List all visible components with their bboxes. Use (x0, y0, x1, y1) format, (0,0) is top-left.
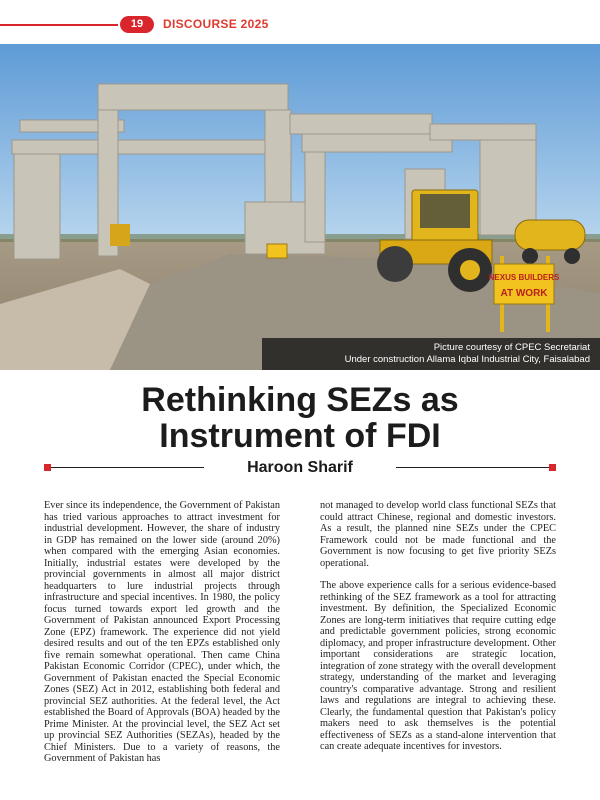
page-header (0, 0, 600, 50)
byline-dot-right (549, 464, 556, 471)
photo-caption (262, 338, 600, 370)
article-photo (0, 44, 600, 370)
page-number-badge: 19 (120, 16, 154, 33)
byline-rule-right (396, 467, 556, 468)
caption-description: Under construction Allama Iqbal Industrial City, Faisalabad (344, 354, 590, 365)
byline (44, 458, 556, 478)
article-column-right (320, 500, 556, 764)
sign-text-line2: AT WORK (500, 288, 548, 299)
paragraph: The above experience calls for a serious evidence-based rethinking of the SEZ framework as a tool for attracting investment. By definition, the Specialized Economic Zones are long-term initiatives that require cutting edge and predictable government policies, strong economic diplomacy, and proper infrastructure development. Other important considerations are strategic location, integration of zone strategy with the overall development strategy, understanding of the market and leveraging country's comparative advantage. Strong and resilient laws and regulations are integral to achieving these. Clearly, the fundamental question that Pakistan's policy makers need to ask themselves is the potential effectiveness of SEZs as a stand-alone intervention that can create adequate incentives for investors. (320, 580, 556, 752)
article-title (0, 382, 600, 454)
small-machine (110, 224, 130, 246)
title-line-2: Instrument of FDI (159, 417, 441, 455)
construction-site-illustration (0, 44, 600, 370)
title-line-1: Rethinking SEZs as (141, 381, 459, 419)
author-name: Haroon Sharif (247, 459, 353, 476)
byline-rule-left (44, 467, 204, 468)
header-rule (0, 24, 118, 26)
caption-credit: Picture courtesy of CPEC Secretariat (433, 342, 590, 353)
article-column-left (44, 500, 280, 776)
paragraph: not managed to develop world class functional SEZs that could attract Chinese, regional and domestic investors. As a result, the planned nine SEZs under the CPEC Framework could not be made functional and the Government is now focusing to get five priority SEZs operational. (320, 500, 556, 569)
byline-dot-left (44, 464, 51, 471)
magazine-title: DISCOURSE 2025 (163, 17, 269, 31)
sign-text-line1: NEXUS BUILDERS (488, 273, 560, 282)
paragraph: Ever since its independence, the Government of Pakistan has tried various approaches to attract investment for industrial development. However, the share of industry in GDP has remained on the lower side (around 20%) when compared with the emerging Asian economies. Initially, industrial estates were developed by the provincial governments in almost all major district headquarters to lure industrial projects through infrastructure and special incentives. In 1980, the policy focus turned towards export led growth and the Government of Pakistan announced Export Processing Zone (EPZ) framework. The experience did not yield desired results and out of the ten EPZs established only five remain somewhat operational. Then came China Pakistan Economic Corridor (CPEC), under which, the Government of Pakistan enacted the Special Economic Zones (SEZ) Act in 2012, establishing both federal and provincial SEZ authorities. At the federal level, the Act established the Board of Approvals (BOA) headed by the Prime Minister. At the provincial level, the SEZ Act set up provincial SEZ Authorities (SEZAs), headed by the Chief Ministers. Due to a variety of reasons, the Government of Pakistan has (44, 500, 280, 764)
small-sign (267, 244, 287, 258)
